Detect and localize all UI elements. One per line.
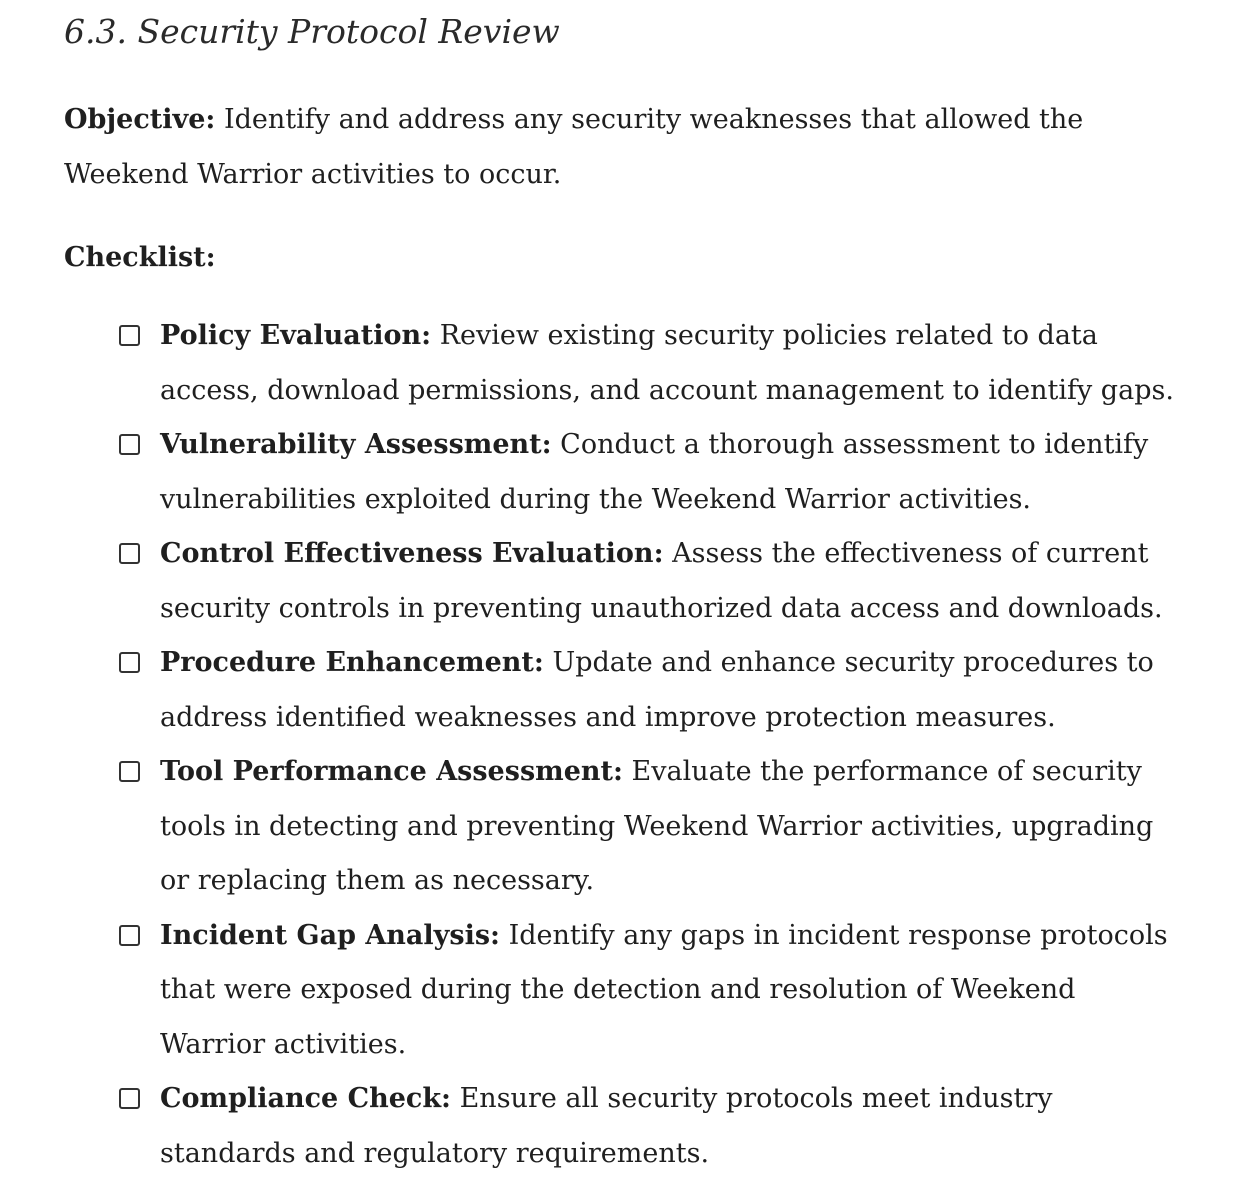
checklist-item-policy-evaluation — [64, 309, 1184, 418]
checklist-item-title: Compliance Check: — [160, 1083, 452, 1114]
checklist — [64, 309, 1184, 1181]
checklist-item-compliance-check — [64, 1072, 1184, 1181]
checklist-item-text: Conduct a thorough assessment to identify vulnerabilities exploited during the Weekend Warrior activities. — [160, 429, 1149, 515]
checklist-item-text: Ensure all security protocols meet industry standards and regulatory requirements. — [160, 1083, 1053, 1169]
checkbox[interactable] — [119, 543, 140, 564]
checklist-item-title: Policy Evaluation: — [160, 320, 432, 351]
objective-label: Objective: — [64, 104, 216, 135]
checklist-heading: Checklist: — [64, 242, 216, 273]
checklist-item-text: Update and enhance security procedures to address identified weaknesses and improve protection measures. — [160, 647, 1154, 733]
checkbox[interactable] — [119, 925, 140, 946]
section-title: 6.3. Security Protocol Review — [64, 12, 560, 51]
checkbox[interactable] — [119, 652, 140, 673]
checkbox[interactable] — [119, 434, 140, 455]
checklist-item-title: Control Effectiveness Evaluation: — [160, 538, 664, 569]
checklist-item-title: Vulnerability Assessment: — [160, 429, 552, 460]
checklist-item-title: Procedure Enhancement: — [160, 647, 544, 678]
objective-text: Identify and address any security weaknesses that allowed the Weekend Warrior activities to occur. — [64, 104, 1084, 190]
checklist-item-control-effectiveness — [64, 527, 1184, 636]
checkbox[interactable] — [119, 761, 140, 782]
checkbox[interactable] — [119, 325, 140, 346]
checklist-item-text: Evaluate the performance of security tools in detecting and preventing Weekend Warrior activities, upgrading or replacing them as necessary. — [160, 756, 1154, 896]
checklist-item-text: Identify any gaps in incident response protocols that were exposed during the detection and resolution of Weekend Warrior activities. — [160, 919, 1168, 1060]
checklist-item-title: Tool Performance Assessment: — [160, 756, 623, 787]
checkbox[interactable] — [119, 1088, 140, 1109]
checklist-item-incident-gap-analysis — [64, 909, 1184, 1073]
checklist-item-tool-performance — [64, 745, 1184, 909]
checklist-item-vulnerability-assessment — [64, 418, 1184, 527]
checklist-item-text: Assess the effectiveness of current security controls in preventing unauthorized data access and downloads. — [160, 538, 1163, 624]
checklist-item-text: Review existing security policies related to data access, download permissions, and account management to identify gaps. — [160, 320, 1174, 406]
objective-paragraph — [64, 92, 1174, 202]
checklist-item-title: Incident Gap Analysis: — [160, 919, 500, 951]
checklist-item-procedure-enhancement — [64, 636, 1184, 745]
